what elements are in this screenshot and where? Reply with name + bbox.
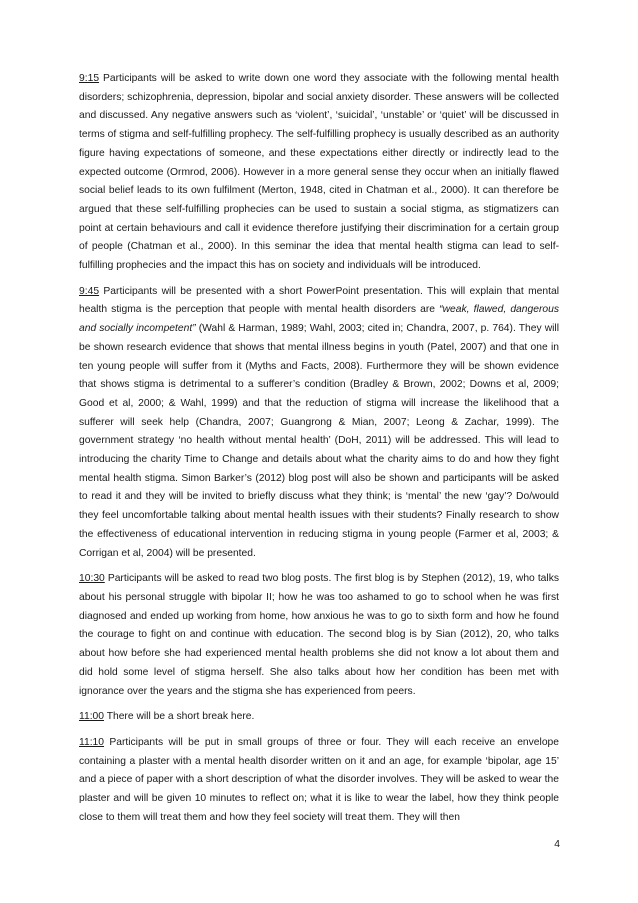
document-body <box>79 70 559 827</box>
schedule-paragraph <box>79 70 559 276</box>
paragraph-text: There will be a short break here. <box>104 711 255 723</box>
schedule-paragraph <box>79 734 559 828</box>
schedule-time: 10:30 <box>79 573 105 585</box>
quoted-text: “weak, flawed, dangerous and socially incompetent” <box>79 304 559 335</box>
paragraph-text: Participants will be asked to read two blog posts. The first blog is by Stephen (2012), 19, who talks about his personal struggle with bipolar II; how he was too ashamed to go to school when he was first diagnosed and ended up working from home, how anxious he was to go to sixth form and how he found the courage to fight on and continue with education. The second blog is by Sian (2012), 20, who talks about how before she had experienced mental health problems she did not know a lot about them and did hold some level of stigma herself. She also talks about how her condition has been met with ignorance over the years and the stigma she has experienced from peers. <box>79 573 559 697</box>
schedule-time: 11:10 <box>79 736 105 748</box>
paragraph-text: Participants will be asked to write down one word they associate with the following mental health disorders; schizophrenia, depression, bipolar and social anxiety disorder. These answers will be collected and discussed. Any negative answers such as ‘violent’, ‘suicidal’, ‘unstable’ or ‘quiet’ will be discussed in terms of stigma and self-fulfilling prophecy. The self-fulfilling prophecy is usually described as an authority figure having expectations of someone, and these expectations either directly or indirectly lead to the expected outcome (Ormrod, 2006). However in a more general sense they occur when an initially flawed social belief leads to its own fulfilment (Merton, 1948, cited in Chatman et al., 2000). It can therefore be argued that these self-fulfilling prophecies can be used to sustain a social stigma, as stigmatizers can point at certain behaviours and call it evidence therefore justifying their discrimination for a certain group of people (Chatman et al., 2000). In this seminar the idea that mental health stigma can lead to self-fulfilling prophecies and the impact this has on society and individuals will be introduced. <box>79 73 559 272</box>
paragraph-text: Participants will be put in small groups of three or four. They will each receive an envelope containing a plaster with a mental health disorder written on it and an age, for example ‘bipolar, age 15’ and a piece of paper with a short description of what the disorder involves. They will be asked to wear the plaster and will be given 10 minutes to reflect on; what it is like to wear the label, how they think people close to them will treat them and how they feel society will treat them. They will then <box>79 736 559 823</box>
schedule-time: 9:45 <box>79 285 100 297</box>
paragraph-text: (Wahl & Harman, 1989; Wahl, 2003; cited in; Chandra, 2007, p. 764). They will be shown research evidence that shows that mental illness begins in youth (Patel, 2007) and that one in ten young people will suffer from it (Myths and Facts, 2008). Furthermore they will be shown evidence that shows stigma is detrimental to a sufferer’s condition (Bradley & Brown, 2002; Downs et al, 2009; Good et al, 2000; & Wahl, 1999) and that the reduction of stigma will increase the likelihood that a sufferer will seek help (Chandra, 2007; Guangrong & Mian, 2007; Leong & Zachar, 1999). The government strategy ‘no health without mental health’ (DoH, 2011) will be addressed. This will lead to introducing the charity Time to Change and details about what the charity aims to do and how they fight mental health stigma. Simon Barker’s (2012) blog post will also be shown and participants will be asked to read it and they will be invited to briefly discuss what they think; is ‘mental’ the new ‘gay’? Do/would they feel uncomfortable talking about mental health issues with their students? Finally research to show the effectiveness of educational intervention in reducing stigma in young people (Farmer et al, 2003; & Corrigan et al, 2004) will be presented. <box>79 323 559 559</box>
schedule-time: 11:00 <box>79 711 105 723</box>
schedule-paragraph <box>79 283 559 564</box>
schedule-paragraph <box>79 708 559 727</box>
page-number: 4 <box>554 839 560 850</box>
schedule-paragraph <box>79 570 559 701</box>
paragraph-text: Participants will be presented with a short PowerPoint presentation. This will explain that mental health stigma is the perception that people with mental health disorders are <box>79 285 559 316</box>
schedule-time: 9:15 <box>79 73 100 84</box>
